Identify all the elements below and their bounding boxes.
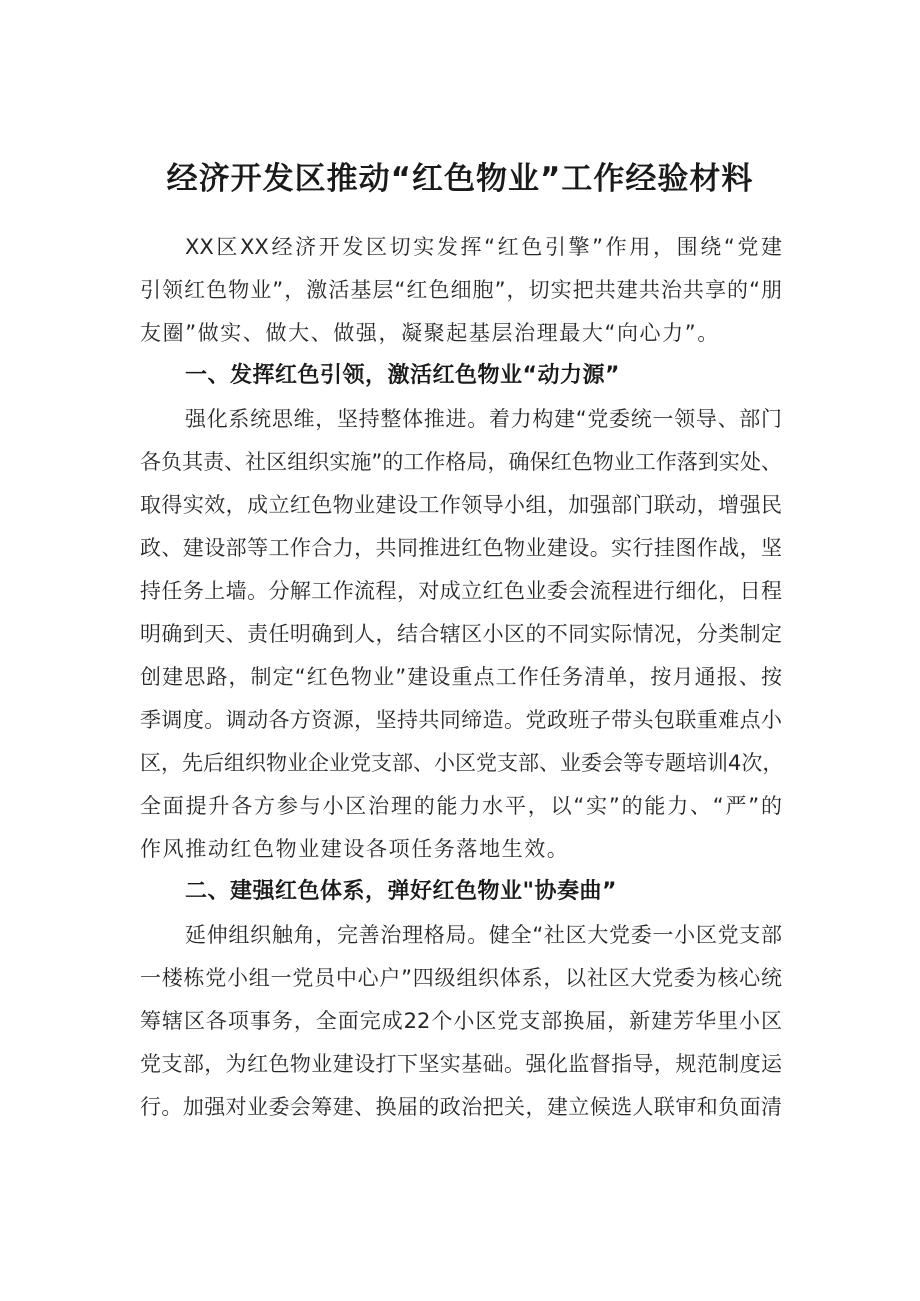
section1-line: 取得实效，成立红色物业建设工作领导小组，加强部门联动，增强民 [140,493,782,517]
section1-line: 明确到天、责任明确到人，结合辖区小区的不同实际情况，分类制定 [140,622,782,646]
section-heading-2: 二、建强红色体系，弹好红色物业"协奏曲” [185,879,617,904]
section2-line: 行。加强对业委会筹建、换届的政治把关，建立候选人联审和负面清 [140,1095,782,1119]
section2-line: 党支部，为红色物业建设打下坚实基础。强化监督指导，规范制度运 [140,1052,782,1076]
intro-line: 引领红色物业”，激活基层“红色细胞”，切实把共建共治共享的“朋 [140,278,782,302]
document-title: 经济开发区推动“红色物业”工作经验材料 [166,161,754,197]
section1-line: 作风推动红色物业建设各项任务落地生效。 [140,837,570,861]
section1-line: 全面提升各方参与小区治理的能力水平，以“实”的能力、“严”的 [140,794,782,818]
section-heading-1: 一、发挥红色引领，激活红色物业“动力源” [185,363,620,388]
section1-line: 季调度。调动各方资源，坚持共同缔造。党政班子带头包联重难点小 [140,708,782,732]
section1-line: 持任务上墙。分解工作流程，对成立红色业委会流程进行细化，日程 [140,579,782,603]
section1-line: 政、建设部等工作合力，共同推进红色物业建设。实行挂图作战，坚 [140,536,782,560]
section2-line: 筹辖区各项事务，全面完成22个小区党支部换届，新建芳华里小区 [140,1009,782,1033]
section2-line: 一楼栋党小组一党员中心户”四级组织体系，以社区大党委为核心统 [140,966,782,990]
section1-line: 创建思路，制定“红色物业”建设重点工作任务清单，按月通报、按 [140,665,782,689]
intro-line: 友圈”做实、做大、做强，凝聚起基层治理最大“向心力”。 [140,321,720,345]
intro-line: XX区XX经济开发区切实发挥“红色引擎”作用，围绕“党建 [185,235,782,259]
section1-line: 区，先后组织物业企业党支部、小区党支部、业委会等专题培训4次， [140,751,784,775]
section1-line: 各负其责、社区组织实施”的工作格局，确保红色物业工作落到实处、 [140,450,782,474]
section1-line: 强化系统思维，坚持整体推进。着力构建“党委统一领导、部门 [185,407,782,431]
section2-line: 延伸组织触角，完善治理格局。健全“社区大党委一小区党支部 [185,923,782,947]
